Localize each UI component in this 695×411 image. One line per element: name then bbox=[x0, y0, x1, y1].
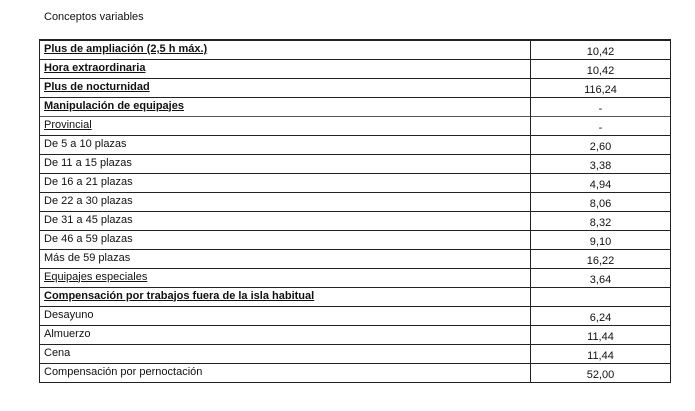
row-value: 10,42 bbox=[531, 40, 671, 59]
table-row bbox=[40, 268, 671, 287]
row-label: Compensación por pernoctación bbox=[40, 363, 531, 382]
row-label: Equipajes especiales bbox=[40, 268, 531, 287]
row-value: 8,06 bbox=[531, 192, 671, 211]
concepts-table-body bbox=[40, 40, 671, 382]
row-label: De 31 a 45 plazas bbox=[40, 211, 531, 230]
table-row bbox=[40, 135, 671, 154]
table-row bbox=[40, 97, 671, 116]
row-value: 11,44 bbox=[531, 344, 671, 363]
row-label: De 16 a 21 plazas bbox=[40, 173, 531, 192]
row-label: De 46 a 59 plazas bbox=[40, 230, 531, 249]
row-value: 2,60 bbox=[531, 135, 671, 154]
table-row bbox=[40, 211, 671, 230]
row-label: Más de 59 plazas bbox=[40, 249, 531, 268]
row-value: - bbox=[531, 97, 671, 116]
row-value bbox=[531, 287, 671, 306]
row-value: 3,64 bbox=[531, 268, 671, 287]
table-row bbox=[40, 363, 671, 382]
table-row bbox=[40, 230, 671, 249]
row-label: Compensación por trabajos fuera de la isla habitual bbox=[40, 287, 531, 306]
row-label: Provincial bbox=[40, 116, 531, 135]
row-label: Desayuno bbox=[40, 306, 531, 325]
row-label: Plus de nocturnidad bbox=[40, 78, 531, 97]
row-label: Hora extraordinaria bbox=[40, 59, 531, 78]
document-title: Conceptos variables bbox=[44, 11, 144, 23]
table-row bbox=[40, 173, 671, 192]
row-value: 3,38 bbox=[531, 154, 671, 173]
row-value: 10,42 bbox=[531, 59, 671, 78]
row-label: Cena bbox=[40, 344, 531, 363]
table-row bbox=[40, 306, 671, 325]
row-value: 6,24 bbox=[531, 306, 671, 325]
row-value: 116,24 bbox=[531, 78, 671, 97]
row-value: 8,32 bbox=[531, 211, 671, 230]
table-row bbox=[40, 192, 671, 211]
table-row bbox=[40, 344, 671, 363]
table-row bbox=[40, 40, 671, 59]
row-label: Manipulación de equipajes bbox=[40, 97, 531, 116]
row-value: - bbox=[531, 116, 671, 135]
table-row bbox=[40, 287, 671, 306]
row-value: 9,10 bbox=[531, 230, 671, 249]
table-row bbox=[40, 249, 671, 268]
table-row bbox=[40, 325, 671, 344]
row-label: De 22 a 30 plazas bbox=[40, 192, 531, 211]
row-value: 16,22 bbox=[531, 249, 671, 268]
table-row bbox=[40, 78, 671, 97]
table-row bbox=[40, 154, 671, 173]
table-row bbox=[40, 116, 671, 135]
row-label: De 5 a 10 plazas bbox=[40, 135, 531, 154]
row-label: Almuerzo bbox=[40, 325, 531, 344]
concepts-table bbox=[39, 39, 671, 383]
row-value: 11,44 bbox=[531, 325, 671, 344]
table-row bbox=[40, 59, 671, 78]
row-value: 52,00 bbox=[531, 363, 671, 382]
row-label: Plus de ampliación (2,5 h máx.) bbox=[40, 40, 531, 59]
row-value: 4,94 bbox=[531, 173, 671, 192]
row-label: De 11 a 15 plazas bbox=[40, 154, 531, 173]
